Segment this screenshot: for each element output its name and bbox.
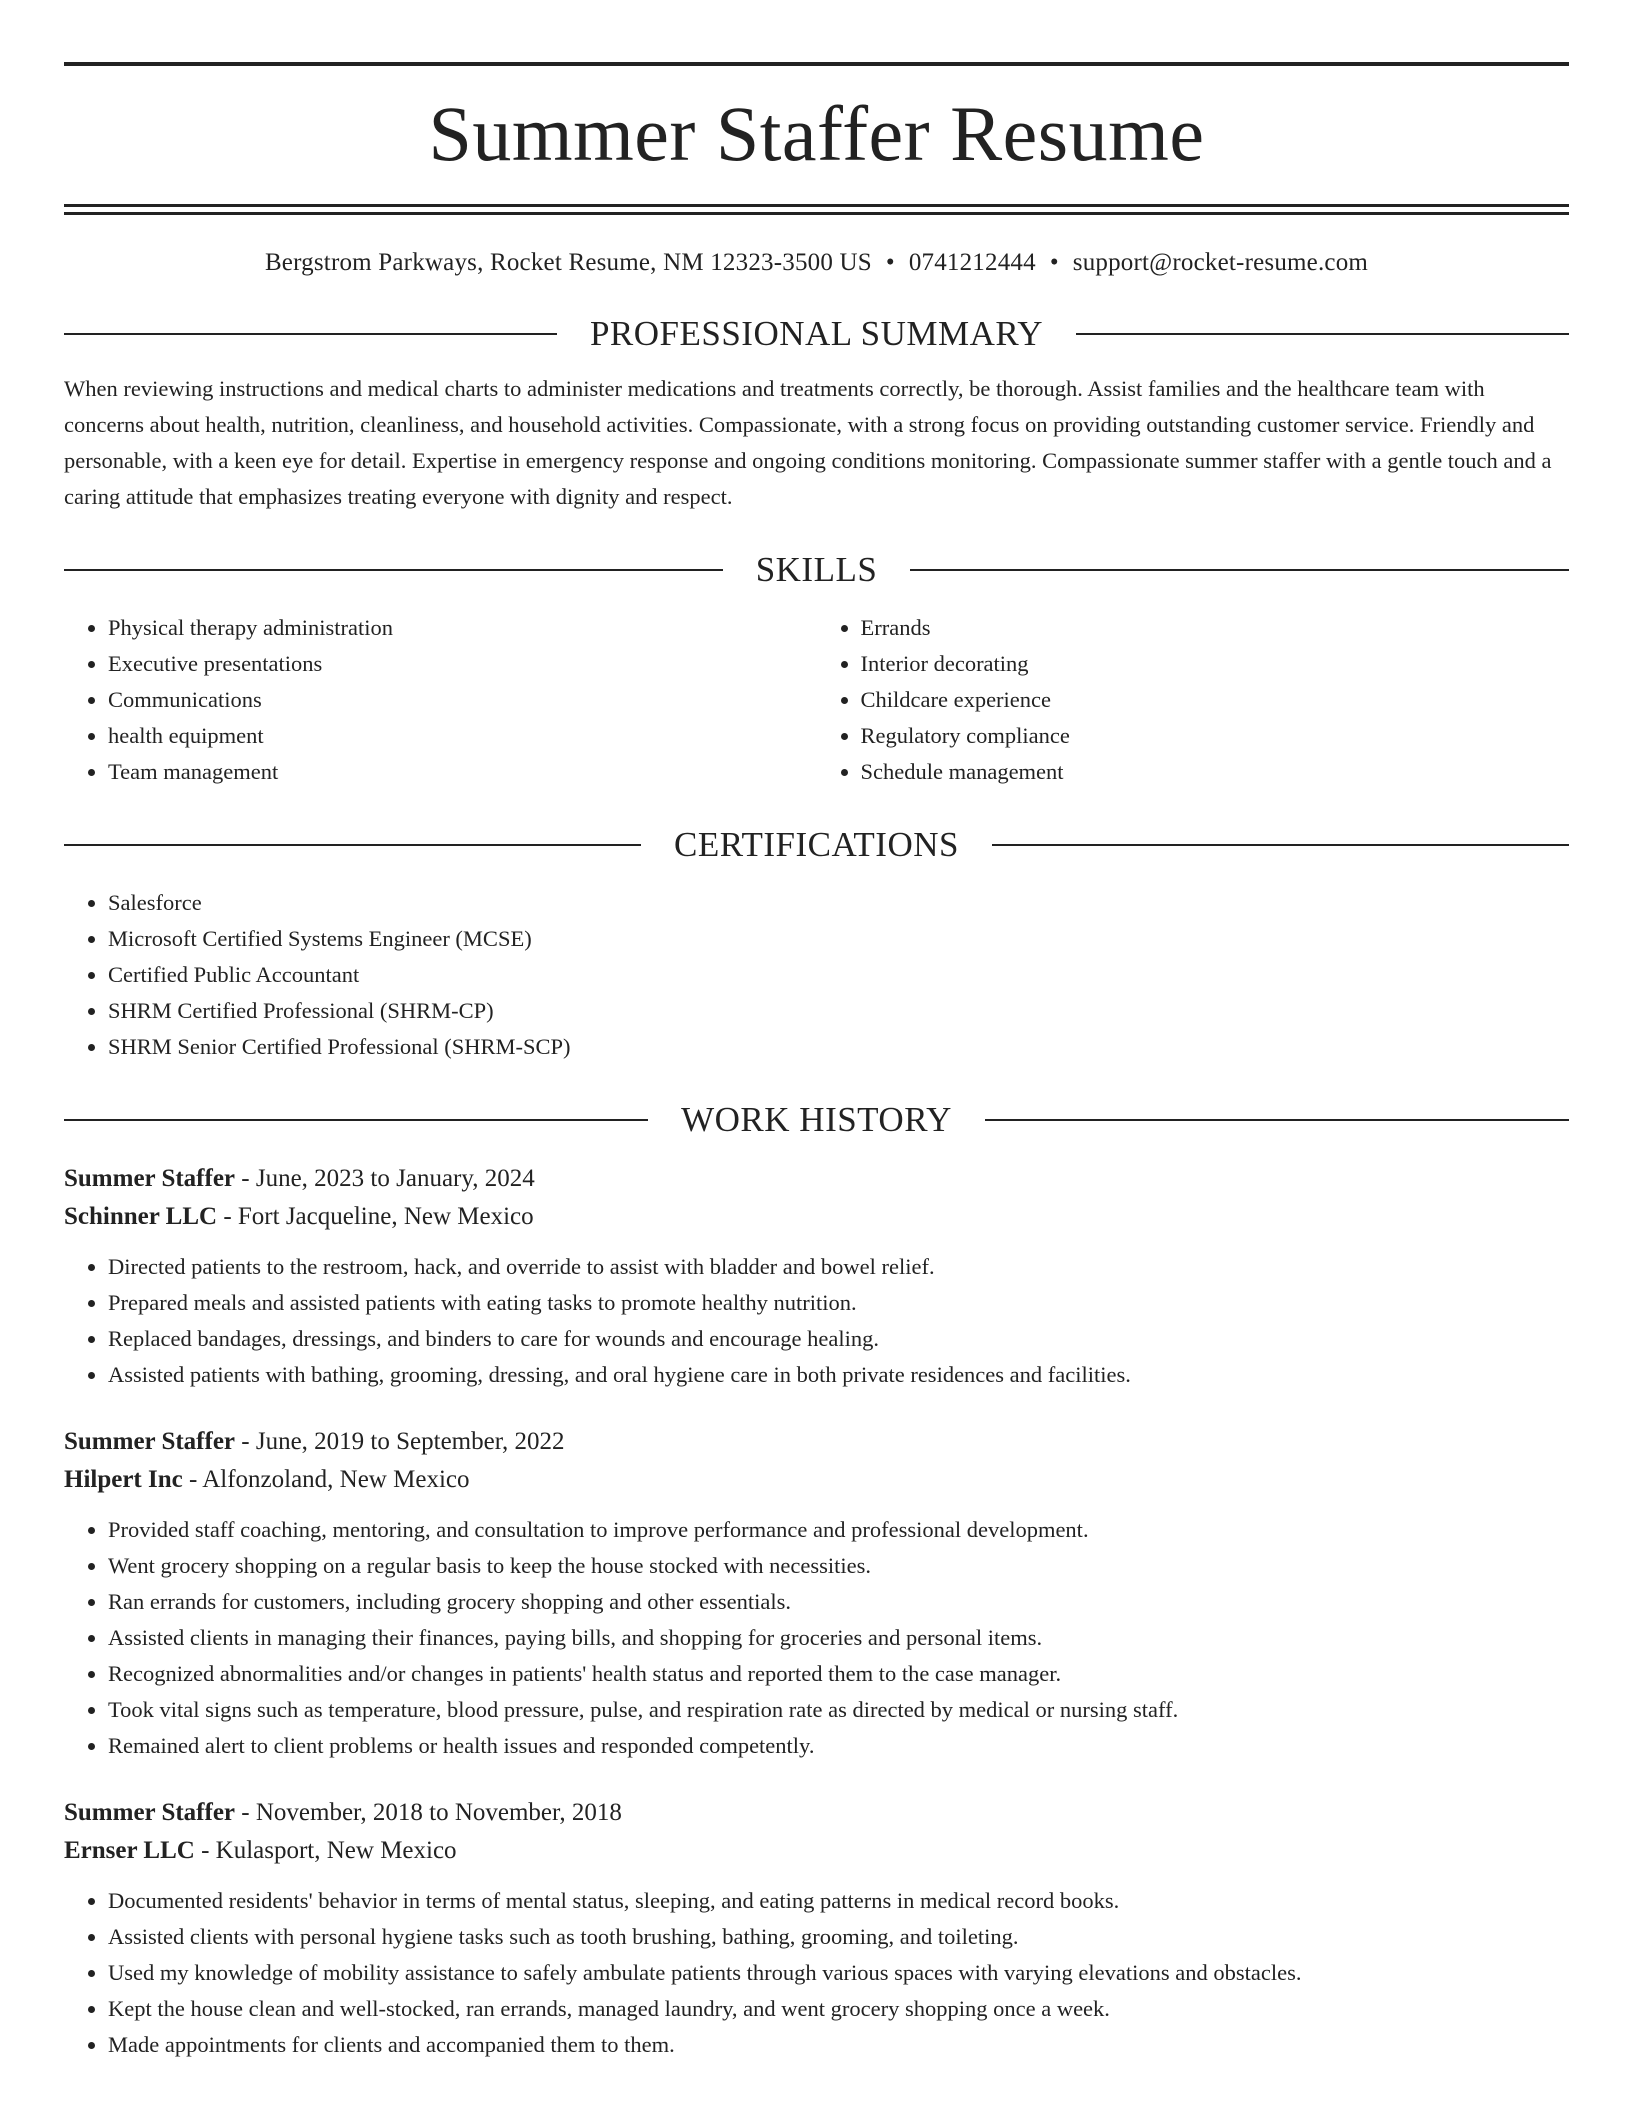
job-bullet: • Documented residents' behavior in terms of mental status, sleeping, and eating patterns in medical record books.	[108, 1883, 1569, 1919]
certification-item: • Microsoft Certified Systems Engineer (MCSE)	[108, 921, 1569, 957]
contact-separator: •	[885, 249, 895, 276]
summary-text: When reviewing instructions and medical charts to administer medications and treatments correctly, be thorough. Assist families and the healthcare team with concerns about health, nutrition, cleanliness, and household activities. Compassionate, with a strong focus on providing outstanding customer service. Friendly and personable, with a keen eye for detail. Expertise in emergency response and ongoing conditions monitoring. Compassionate summer staffer with a gentle touch and a caring attitude that emphasizes treating everyone with dignity and respect.	[64, 376, 1552, 509]
job-company: Ernser LLC	[64, 1837, 195, 1864]
skills-heading-label: SKILLS	[755, 550, 878, 589]
contact-email: support@rocket-resume.com	[1072, 249, 1369, 276]
skills-column-left	[64, 610, 817, 790]
heading-rule	[64, 333, 557, 335]
job-bullet: • Ran errands for customers, including grocery shopping and other essentials.	[108, 1584, 1569, 1620]
skill-item: • Regulatory compliance	[861, 718, 1570, 754]
job-entry	[64, 1794, 1569, 2063]
heading-rule	[64, 569, 723, 571]
job-bullet: • Used my knowledge of mobility assistance to safely ambulate patients through various spaces with varying elevations and obstacles.	[108, 1955, 1569, 1991]
heading-rule	[985, 1119, 1569, 1121]
skill-item: • Errands	[861, 610, 1570, 646]
heading-rule	[910, 569, 1569, 571]
skill-item: • Communications	[108, 682, 817, 718]
job-location: - Kulasport, New Mexico	[194, 1837, 457, 1864]
job-bullet: • Took vital signs such as temperature, blood pressure, pulse, and respiration rate as directed by medical or nursing staff.	[108, 1692, 1569, 1728]
job-bullets	[64, 1249, 1569, 1393]
contact-address: Bergstrom Parkways, Rocket Resume, NM 12323-3500 US	[264, 249, 872, 276]
skill-item: • Executive presentations	[108, 646, 817, 682]
work-history-heading-label: WORK HISTORY	[681, 1100, 952, 1139]
job-bullet: • Assisted patients with bathing, grooming, dressing, and oral hygiene care in both private residences and facilities.	[108, 1357, 1569, 1393]
certifications-heading-label: CERTIFICATIONS	[674, 825, 959, 864]
job-entry	[64, 1423, 1569, 1764]
summary-heading	[64, 313, 1569, 355]
skill-item: • Physical therapy administration	[108, 610, 817, 646]
job-company-line	[64, 1461, 1569, 1499]
job-bullet: • Kept the house clean and well-stocked, ran errands, managed laundry, and went grocery shopping once a week.	[108, 1991, 1569, 2027]
heading-rule	[1076, 333, 1569, 335]
resume-title: Summer Staffer Resume	[428, 90, 1205, 177]
heading-rule	[992, 844, 1569, 846]
certification-item: • SHRM Senior Certified Professional (SHRM-SCP)	[108, 1029, 1569, 1065]
contact-line	[64, 247, 1569, 279]
job-title-line	[64, 1794, 1569, 1832]
summary-heading-label: PROFESSIONAL SUMMARY	[589, 314, 1044, 353]
job-bullet: • Directed patients to the restroom, hack, and override to assist with bladder and bowel relief.	[108, 1249, 1569, 1285]
job-bullets	[64, 1512, 1569, 1764]
job-bullet: • Prepared meals and assisted patients with eating tasks to promote healthy nutrition.	[108, 1285, 1569, 1321]
job-title: Summer Staffer	[64, 1428, 236, 1455]
skills-heading	[64, 549, 1569, 591]
job-location: - Fort Jacqueline, New Mexico	[217, 1203, 534, 1230]
job-bullet: • Provided staff coaching, mentoring, and consultation to improve performance and professional development.	[108, 1512, 1569, 1548]
job-title: Summer Staffer	[64, 1799, 236, 1826]
job-bullet: • Assisted clients in managing their finances, paying bills, and shopping for groceries and personal items.	[108, 1620, 1569, 1656]
certification-item: • SHRM Certified Professional (SHRM-CP)	[108, 993, 1569, 1029]
job-bullet: • Went grocery shopping on a regular basis to keep the house stocked with necessities.	[108, 1548, 1569, 1584]
skill-item: • Team management	[108, 754, 817, 790]
job-dates: - June, 2019 to September, 2022	[235, 1428, 565, 1455]
skill-item: • health equipment	[108, 718, 817, 754]
job-bullet: • Made appointments for clients and accompanied them to them.	[108, 2027, 1569, 2063]
heading-rule	[64, 844, 641, 846]
job-company-line	[64, 1198, 1569, 1236]
job-dates: - November, 2018 to November, 2018	[235, 1799, 622, 1826]
job-dates: - June, 2023 to January, 2024	[235, 1165, 535, 1192]
job-location: - Alfonzoland, New Mexico	[182, 1466, 470, 1493]
skill-item: • Childcare experience	[861, 682, 1570, 718]
certifications-list	[64, 885, 1569, 1065]
work-history-heading	[64, 1099, 1569, 1141]
job-title-line	[64, 1423, 1569, 1461]
contact-separator: •	[1049, 249, 1059, 276]
job-company: Hilpert Inc	[64, 1466, 183, 1493]
job-bullet: • Remained alert to client problems or health issues and responded competently.	[108, 1728, 1569, 1764]
job-bullet: • Assisted clients with personal hygiene tasks such as tooth brushing, bathing, grooming, and toileting.	[108, 1919, 1569, 1955]
job-title: Summer Staffer	[64, 1165, 236, 1192]
certifications-heading	[64, 824, 1569, 866]
job-bullet: • Replaced bandages, dressings, and binders to care for wounds and encourage healing.	[108, 1321, 1569, 1357]
top-rule	[64, 62, 1569, 66]
certification-item: • Certified Public Accountant	[108, 957, 1569, 993]
job-bullets	[64, 1883, 1569, 2063]
skills-list	[64, 610, 1569, 790]
certification-item: • Salesforce	[108, 885, 1569, 921]
contact-phone: 0741212444	[908, 249, 1036, 276]
job-company: Schinner LLC	[64, 1203, 218, 1230]
job-title-line	[64, 1160, 1569, 1198]
job-company-line	[64, 1832, 1569, 1870]
skill-item: • Schedule management	[861, 754, 1570, 790]
job-bullet: • Recognized abnormalities and/or changes in patients' health status and reported them to the case manager.	[108, 1656, 1569, 1692]
job-entry	[64, 1160, 1569, 1393]
heading-rule	[64, 1119, 648, 1121]
skill-item: • Interior decorating	[861, 646, 1570, 682]
title-double-rule	[64, 204, 1569, 215]
skills-column-right	[817, 610, 1570, 790]
